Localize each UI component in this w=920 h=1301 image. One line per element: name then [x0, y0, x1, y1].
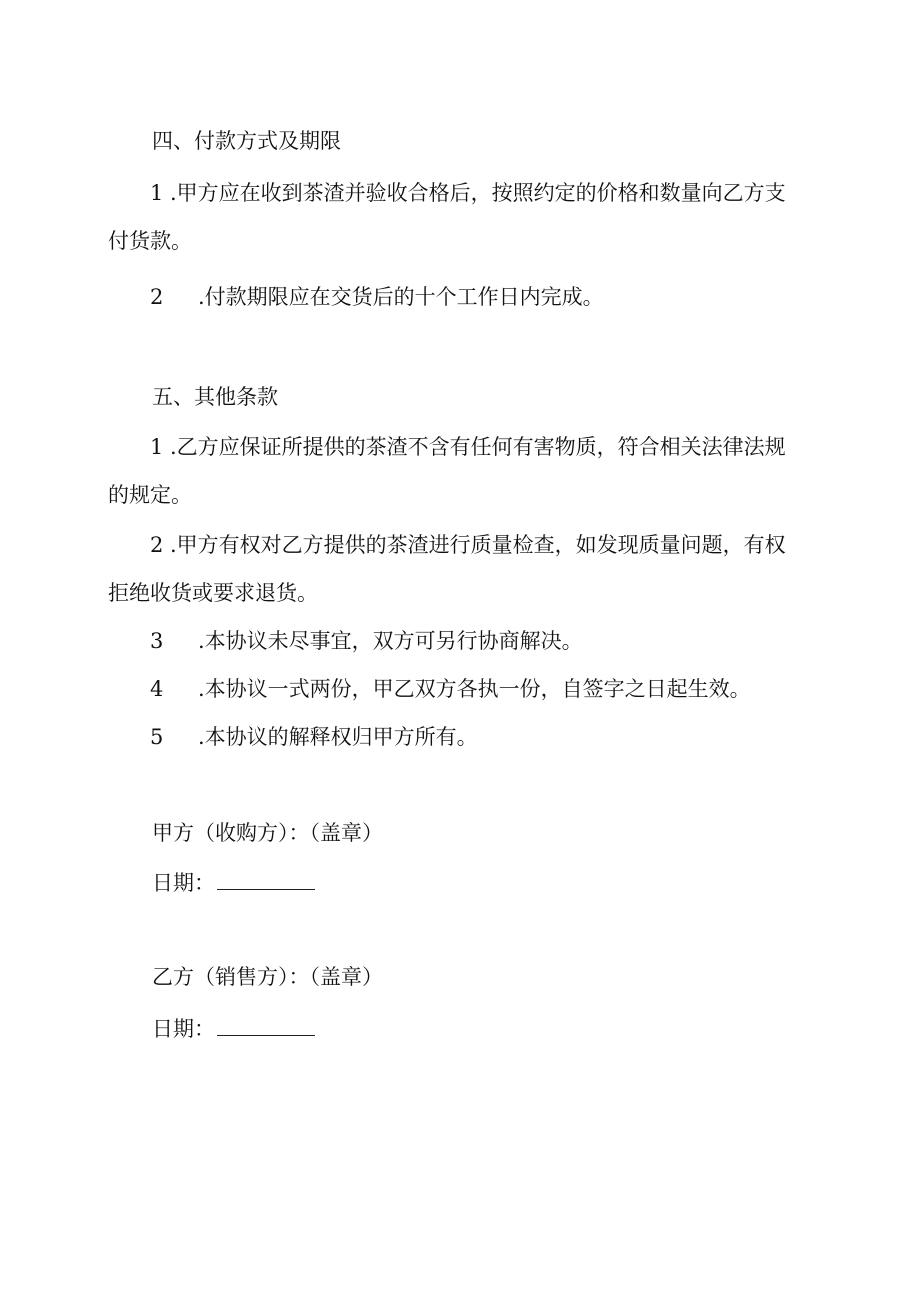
clause-text: .本协议一式两份，甲乙双方各执一份，自签字之日起生效。 — [198, 677, 751, 701]
clause-number: 1 — [150, 181, 164, 205]
clause-number: 4 — [150, 677, 164, 701]
clause-other-4 — [150, 676, 751, 702]
clause-number: 1 — [150, 435, 164, 459]
clause-text: .甲方应在收到茶渣并验收合格后，按照约定的价格和数量向乙方支 — [170, 181, 786, 205]
clause-other-2-continued: 拒绝收货或要求退货。 — [108, 581, 318, 605]
date-label: 日期： — [152, 1017, 215, 1041]
clause-other-1-continued: 的规定。 — [108, 483, 192, 507]
clause-other-3 — [150, 628, 583, 654]
clause-number: 2 — [150, 285, 164, 309]
date-blank-line[interactable] — [217, 1017, 315, 1036]
clause-number: 5 — [150, 725, 164, 749]
clause-number: 3 — [150, 629, 164, 653]
section-heading-other: 五、其他条款 — [152, 385, 278, 409]
clause-text: .甲方有权对乙方提供的茶渣进行质量检查，如发现质量问题，有权 — [170, 533, 786, 557]
clause-number: 2 — [150, 533, 164, 557]
clause-text: .本协议的解释权归甲方所有。 — [198, 725, 478, 749]
clause-text: .乙方应保证所提供的茶渣不含有任何有害物质，符合相关法律法规 — [170, 435, 786, 459]
signature-party-a: 甲方（收购方）：（盖章） — [152, 821, 383, 845]
signature-party-b: 乙方（销售方）：（盖章） — [152, 965, 383, 989]
clause-other-2 — [150, 532, 786, 558]
clause-payment-1-continued: 付货款。 — [108, 229, 192, 253]
signature-date-a — [152, 870, 315, 896]
clause-other-5 — [150, 724, 478, 750]
section-heading-payment: 四、付款方式及期限 — [152, 129, 341, 153]
clause-other-1 — [150, 434, 786, 460]
date-label: 日期： — [152, 871, 215, 895]
clause-payment-1 — [150, 180, 786, 206]
date-blank-line[interactable] — [217, 871, 315, 890]
clause-text: .本协议未尽事宜，双方可另行协商解决。 — [198, 629, 583, 653]
signature-date-b — [152, 1016, 315, 1042]
clause-text: .付款期限应在交货后的十个工作日内完成。 — [198, 285, 604, 309]
clause-payment-2 — [150, 284, 604, 310]
